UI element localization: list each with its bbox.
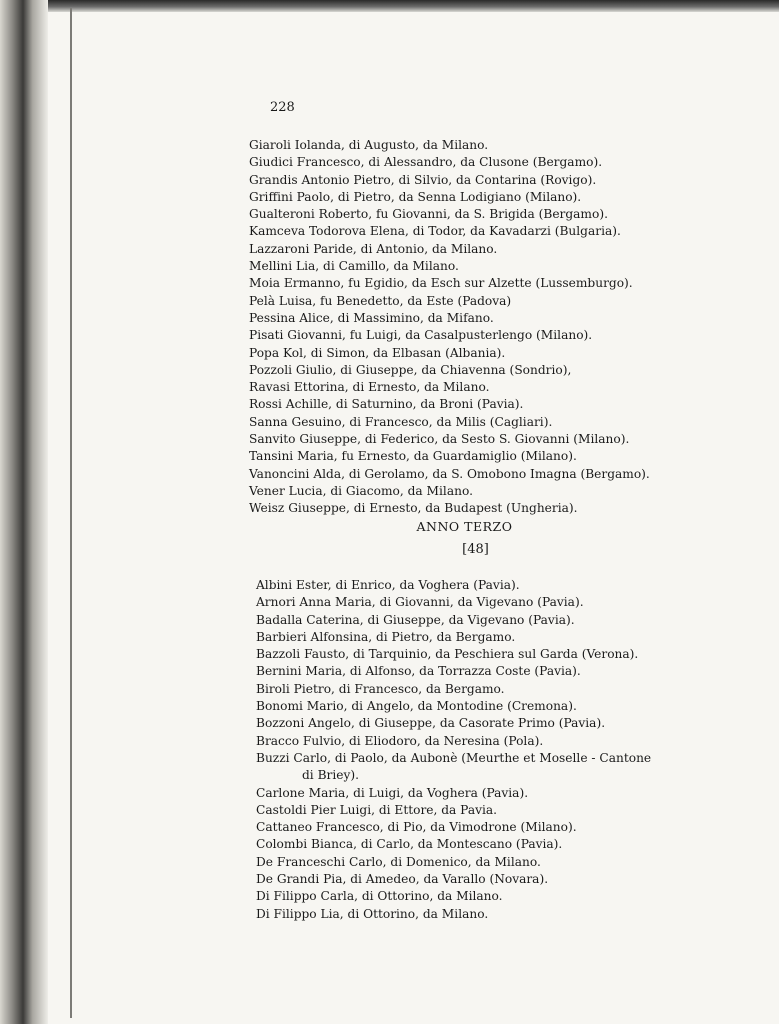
- list-item: Pelà Luisa, fu Benedetto, da Este (Padova): [249, 293, 512, 308]
- list-item: De Franceschi Carlo, di Domenico, da Milano.: [256, 854, 541, 869]
- list-item: Griffini Paolo, di Pietro, da Senna Lodigiano (Milano).: [249, 189, 582, 204]
- list-item: Albini Ester, di Enrico, da Voghera (Pavia).: [256, 578, 520, 592]
- list-item: Popa Kol, di Simon, da Elbasan (Albania).: [249, 345, 506, 360]
- list-item: Ravasi Ettorina, di Ernesto, da Milano.: [249, 380, 490, 395]
- scan-top-edge: [0, 0, 779, 12]
- list-item: Kamceva Todorova Elena, di Todor, da Kavadarzi (Bulgaria).: [249, 224, 621, 239]
- list-item: De Grandi Pia, di Amedeo, da Varallo (Novara).: [256, 872, 549, 887]
- list-item-continuation: di Briey).: [302, 768, 359, 783]
- book-binding: [0, 0, 48, 1024]
- list-item: Sanna Gesuino, di Francesco, da Milis (Cagliari).: [249, 414, 553, 429]
- section-count: [48]: [462, 542, 489, 557]
- list-item: Grandis Antonio Pietro, di Silvio, da Contarina (Rovigo).: [249, 172, 597, 187]
- list-item: Biroli Pietro, di Francesco, da Bergamo.: [256, 681, 505, 696]
- list-item: Moia Ermanno, fu Egidio, da Esch sur Alzette (Lussemburgo).: [249, 276, 633, 291]
- section-heading: ANNO TERZO: [416, 519, 513, 534]
- list-item: Carlone Maria, di Luigi, da Voghera (Pavia).: [256, 785, 529, 800]
- list-item: Di Filippo Lia, di Ottorino, da Milano.: [256, 906, 489, 921]
- list-item: Pessina Alice, di Massimino, da Mifano.: [249, 310, 494, 325]
- list-item: Castoldi Pier Luigi, di Ettore, da Pavia.: [256, 802, 498, 817]
- list-item: Barbieri Alfonsina, di Pietro, da Bergamo.: [256, 629, 516, 644]
- list-item: Di Filippo Carla, di Ottorino, da Milano.: [256, 889, 503, 904]
- list-item: Lazzaroni Paride, di Antonio, da Milano.: [249, 241, 498, 256]
- list-item: Rossi Achille, di Saturnino, da Broni (Pavia).: [249, 397, 524, 412]
- list-item: Sanvito Giuseppe, di Federico, da Sesto S. Giovanni (Milano).: [249, 432, 630, 447]
- list-item: Cattaneo Francesco, di Pio, da Vimodrone (Milano).: [256, 820, 577, 835]
- list-item: Bazzoli Fausto, di Tarquinio, da Peschiera sul Garda (Verona).: [256, 647, 639, 662]
- student-list-previous-year: [249, 137, 769, 518]
- page-number: 228: [270, 100, 295, 115]
- list-item: Tansini Maria, fu Ernesto, da Guardamiglio (Milano).: [249, 449, 577, 464]
- list-item: Weisz Giuseppe, di Ernesto, da Budapest (Ungheria).: [249, 501, 578, 516]
- list-item: Bozzoni Angelo, di Giuseppe, da Casorate Primo (Pavia).: [256, 716, 606, 731]
- list-item: Vener Lucia, di Giacomo, da Milano.: [249, 483, 473, 498]
- list-item: Badalla Caterina, di Giuseppe, da Vigevano (Pavia).: [256, 612, 575, 627]
- list-item: Gualteroni Roberto, fu Giovanni, da S. Brigida (Bergamo).: [249, 207, 608, 222]
- list-item-first-line: Buzzi Carlo, di Paolo, da Aubonè (Meurthe et Moselle - Cantone: [256, 750, 652, 765]
- list-item: Mellini Lia, di Camillo, da Milano.: [249, 259, 459, 274]
- list-item: Pisati Giovanni, fu Luigi, da Casalpusterlengo (Milano).: [249, 328, 593, 343]
- list-item: Colombi Bianca, di Carlo, da Montescano (Pavia).: [256, 837, 563, 852]
- list-item: Vanoncini Alda, di Gerolamo, da S. Omobono Imagna (Bergamo).: [249, 466, 650, 481]
- list-item: Pozzoli Giulio, di Giuseppe, da Chiavenna (Sondrio),: [249, 362, 572, 377]
- list-item: Arnori Anna Maria, di Giovanni, da Vigevano (Pavia).: [256, 595, 584, 610]
- list-item: [256, 750, 776, 785]
- list-item: Giaroli Iolanda, di Augusto, da Milano.: [249, 138, 489, 152]
- binding-margin-line: [70, 8, 72, 1018]
- list-item: Bonomi Mario, di Angelo, da Montodine (Cremona).: [256, 699, 577, 714]
- list-item: Bernini Maria, di Alfonso, da Torrazza Coste (Pavia).: [256, 664, 581, 679]
- list-item: Giudici Francesco, di Alessandro, da Clusone (Bergamo).: [249, 155, 603, 170]
- student-list-third-year: [256, 577, 776, 923]
- list-item: Bracco Fulvio, di Eliodoro, da Neresina (Pola).: [256, 733, 544, 748]
